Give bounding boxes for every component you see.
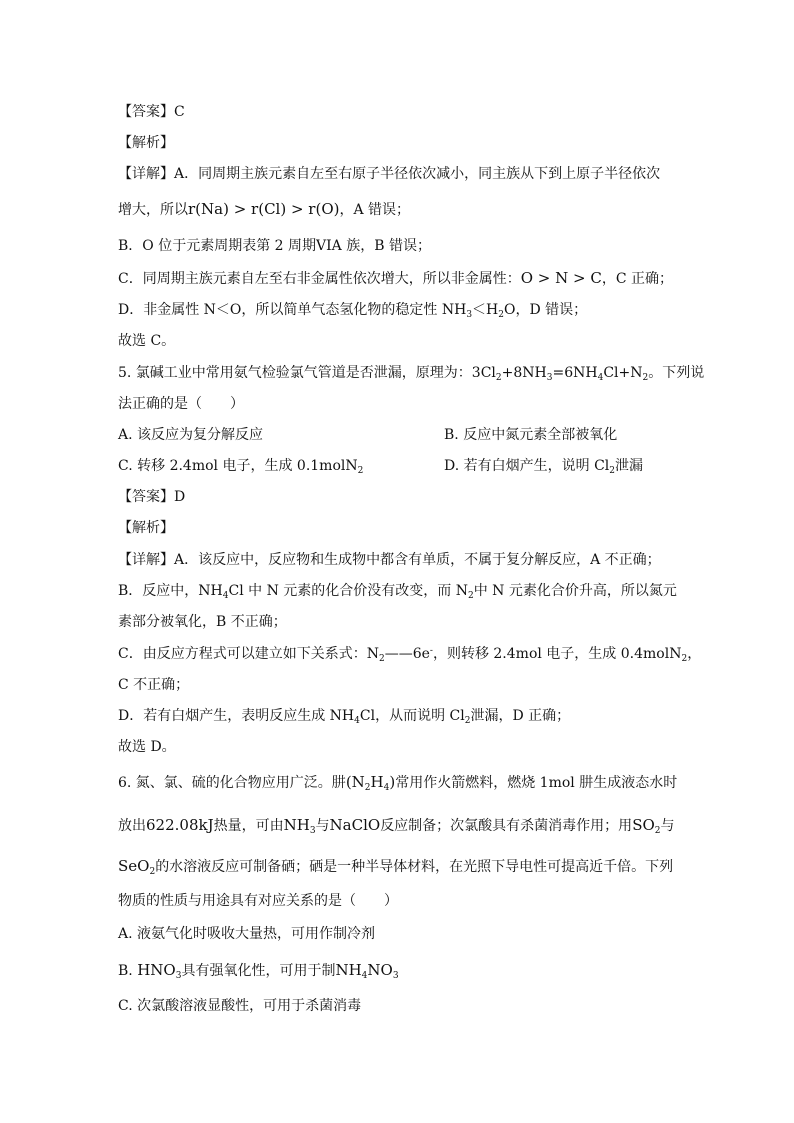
q6-option-c: C. 次氯酸溶液显酸性，可用于杀菌消毒 [118,998,362,1014]
q6-option-a: A. 液氨气化时吸收大量热，可用作制冷剂 [118,926,376,942]
q4-nonmetal-formula: O > N > C [520,269,602,287]
subscript: 3 [546,373,553,383]
q5-detail-b-text: B．反应中，NH [118,583,223,599]
q4-detail-a-text: 增大，所以 [118,202,188,218]
q5-option-d-end: 泄漏 [615,458,643,474]
q6-stem-line3 [118,856,673,877]
q4-detail-d-mid: ＜H [472,302,499,318]
q5-option-a: A. 该反应为复分解反应 [118,427,264,443]
q4-radius-formula: r(Na) > r(Cl) > r(O) [188,200,340,218]
q4-detail-b: B．O 位于元素周期表第 2 周期VIA 族，B 错误； [118,238,431,254]
q5-stem-line1 [118,363,704,383]
subscript: 2 [464,716,471,726]
q5-detail-b-mid: Cl 中 N 元素的化合价没有改变，而 N [228,583,468,599]
q6-hydrazine-formula [346,773,395,791]
q5-option-d-text: D. 若有白烟产生，说明 Cl [444,458,610,474]
q5-detail-c-relation: ——6e [384,646,430,662]
subscript: 2 [498,310,504,320]
q6-stem-line4: 物质的性质与用途具有对应关系的是（ ） [118,893,398,909]
q6-stem-text: 反应制备；次氯酸具有杀菌消毒作用；用 [380,818,633,834]
subscript: 3 [392,971,399,981]
q4-detail-d-end: O，D 错误； [504,302,588,318]
q5-detail-d-mid: Cl，从而说明 Cl [359,708,465,724]
q6-stem-text: 热量，可由 [213,818,284,834]
q5-detail-b-line2: 素部分被氧化，B 不正确； [118,614,287,630]
formula-part: SO [632,816,655,834]
subscript: 2 [495,373,502,383]
formula-part: NH [335,961,362,979]
superscript: - [429,646,433,656]
q4-detail-d-text: D．非金属性 N＜O，所以简单气态氢化物的稳定性 NH [118,302,467,318]
q5-conclusion: 故选 D。 [118,739,176,755]
q6-option-b-label: B. [118,963,133,979]
subscript: 3 [466,310,473,320]
subscript: 4 [354,716,360,726]
q5-detail-d-end: 泄漏，D 正确； [470,708,571,724]
subscript: 2 [378,654,385,664]
q6-stem-end: 与 [660,818,675,834]
subscript: 2 [642,373,649,383]
q5-stem-line2: 法正确的是（ ） [118,396,244,412]
q4-conclusion: 故选 C。 [118,333,176,349]
q4-analysis-heading: 【解析】 [118,135,174,151]
subscript: 4 [597,373,604,383]
formula-part: NO [367,961,393,979]
q5-option-d [444,456,643,476]
formula-part: ) [389,773,396,791]
q5-option-c-text: C. 转移 2.4mol 电子，生成 0.1molN [118,458,358,474]
formula-part: NH [283,816,310,834]
q5-detail-c-text: C．由反应方程式可以建立如下关系式：N [118,646,379,662]
q5-option-c [118,456,363,476]
subscript: 4 [222,591,229,601]
q6-stem-line1 [118,772,677,793]
formula-part: NaClO [329,816,381,834]
q5-analysis-heading: 【解析】 [118,520,174,536]
q4-detail-a-end: ，A 错误； [339,202,411,218]
q4-detail-c-end: ，C 正确； [601,271,673,287]
q4-detail-a-line2 [118,199,410,220]
q4-detail-d [118,300,587,320]
subscript: 2 [609,466,615,476]
subscript: 2 [654,826,661,836]
q6-stem-text: 放出 [118,818,146,834]
q6-option-b [118,960,399,981]
subscript: 2 [681,654,688,664]
subscript: 2 [467,591,474,601]
q6-stem-end: 常用作火箭燃料，燃烧 1mol 肼生成液态水时 [395,775,678,791]
subscript: 2 [364,783,371,793]
q5-detail-d [118,706,570,726]
q6-stem-line2 [118,815,675,836]
q4-detail-c [118,268,673,289]
formula-part: (N [345,773,365,791]
subscript: 3 [309,826,316,836]
q5-detail-b-end: 中 N 元素化合价升高，所以氮元 [473,583,677,599]
q5-answer: 【答案】D [118,489,186,505]
q5-detail-c-mid: ，则转移 2.4mol 电子，生成 0.4molN [432,646,682,662]
subscript: 4 [383,783,390,793]
q5-option-b: B. 反应中氮元素全部被氧化 [444,427,618,443]
q6-stem-text: 与 [315,818,330,834]
q5-detail-c-line2: C 不正确； [118,677,190,693]
q5-stem-eq-part: Cl+N [603,365,643,381]
q4-detail-a-line1: 【详解】A．同周期主族元素自左至右原子半径依次减小，同主族从下到上原子半径依次 [118,166,661,182]
q6-heat-value: 622.08kJ [146,816,214,834]
q5-detail-d-text: D．若有白烟产生，表明反应生成 NH [118,708,355,724]
q6-stem-text: 的水溶液反应可制备硒；硒是一种半导体材料，在光照下导电性可提高近千倍。下列 [155,859,674,875]
q5-stem-eq-part: =6NH [552,365,598,381]
q5-stem-end: 。下列说 [648,365,705,381]
formula-part: H [370,773,384,791]
q4-detail-c-text: C．同周期主族元素自左至右非金属性依次增大，所以非金属性： [118,271,521,287]
subscript: 2 [149,867,156,877]
q6-option-b-text: 具有强氧化性，可用于制 [181,963,336,979]
subscript: 4 [361,971,368,981]
formula-part: SeO [118,857,150,875]
q5-stem-text: 5. 氯碱工业中常用氨气检验氯气管道是否泄漏，原理为：3Cl [118,365,496,381]
q5-stem-eq-part: +8NH [501,365,547,381]
q5-detail-c-end: ， [687,646,702,662]
q5-detail-b-line1 [118,581,677,601]
q5-detail-c-line1 [118,644,701,664]
q5-detail-a: 【详解】A．该反应中，反应物和生成物中都含有单质，不属于复分解反应，A 不正确； [118,552,661,568]
q6-stem-text: 6. 氮、氯、硫的化合物应用广泛。肼 [118,775,346,791]
q4-answer: 【答案】C [118,104,185,120]
subscript: 2 [357,466,364,476]
subscript: 3 [175,971,182,981]
formula-part: HNO [137,961,176,979]
